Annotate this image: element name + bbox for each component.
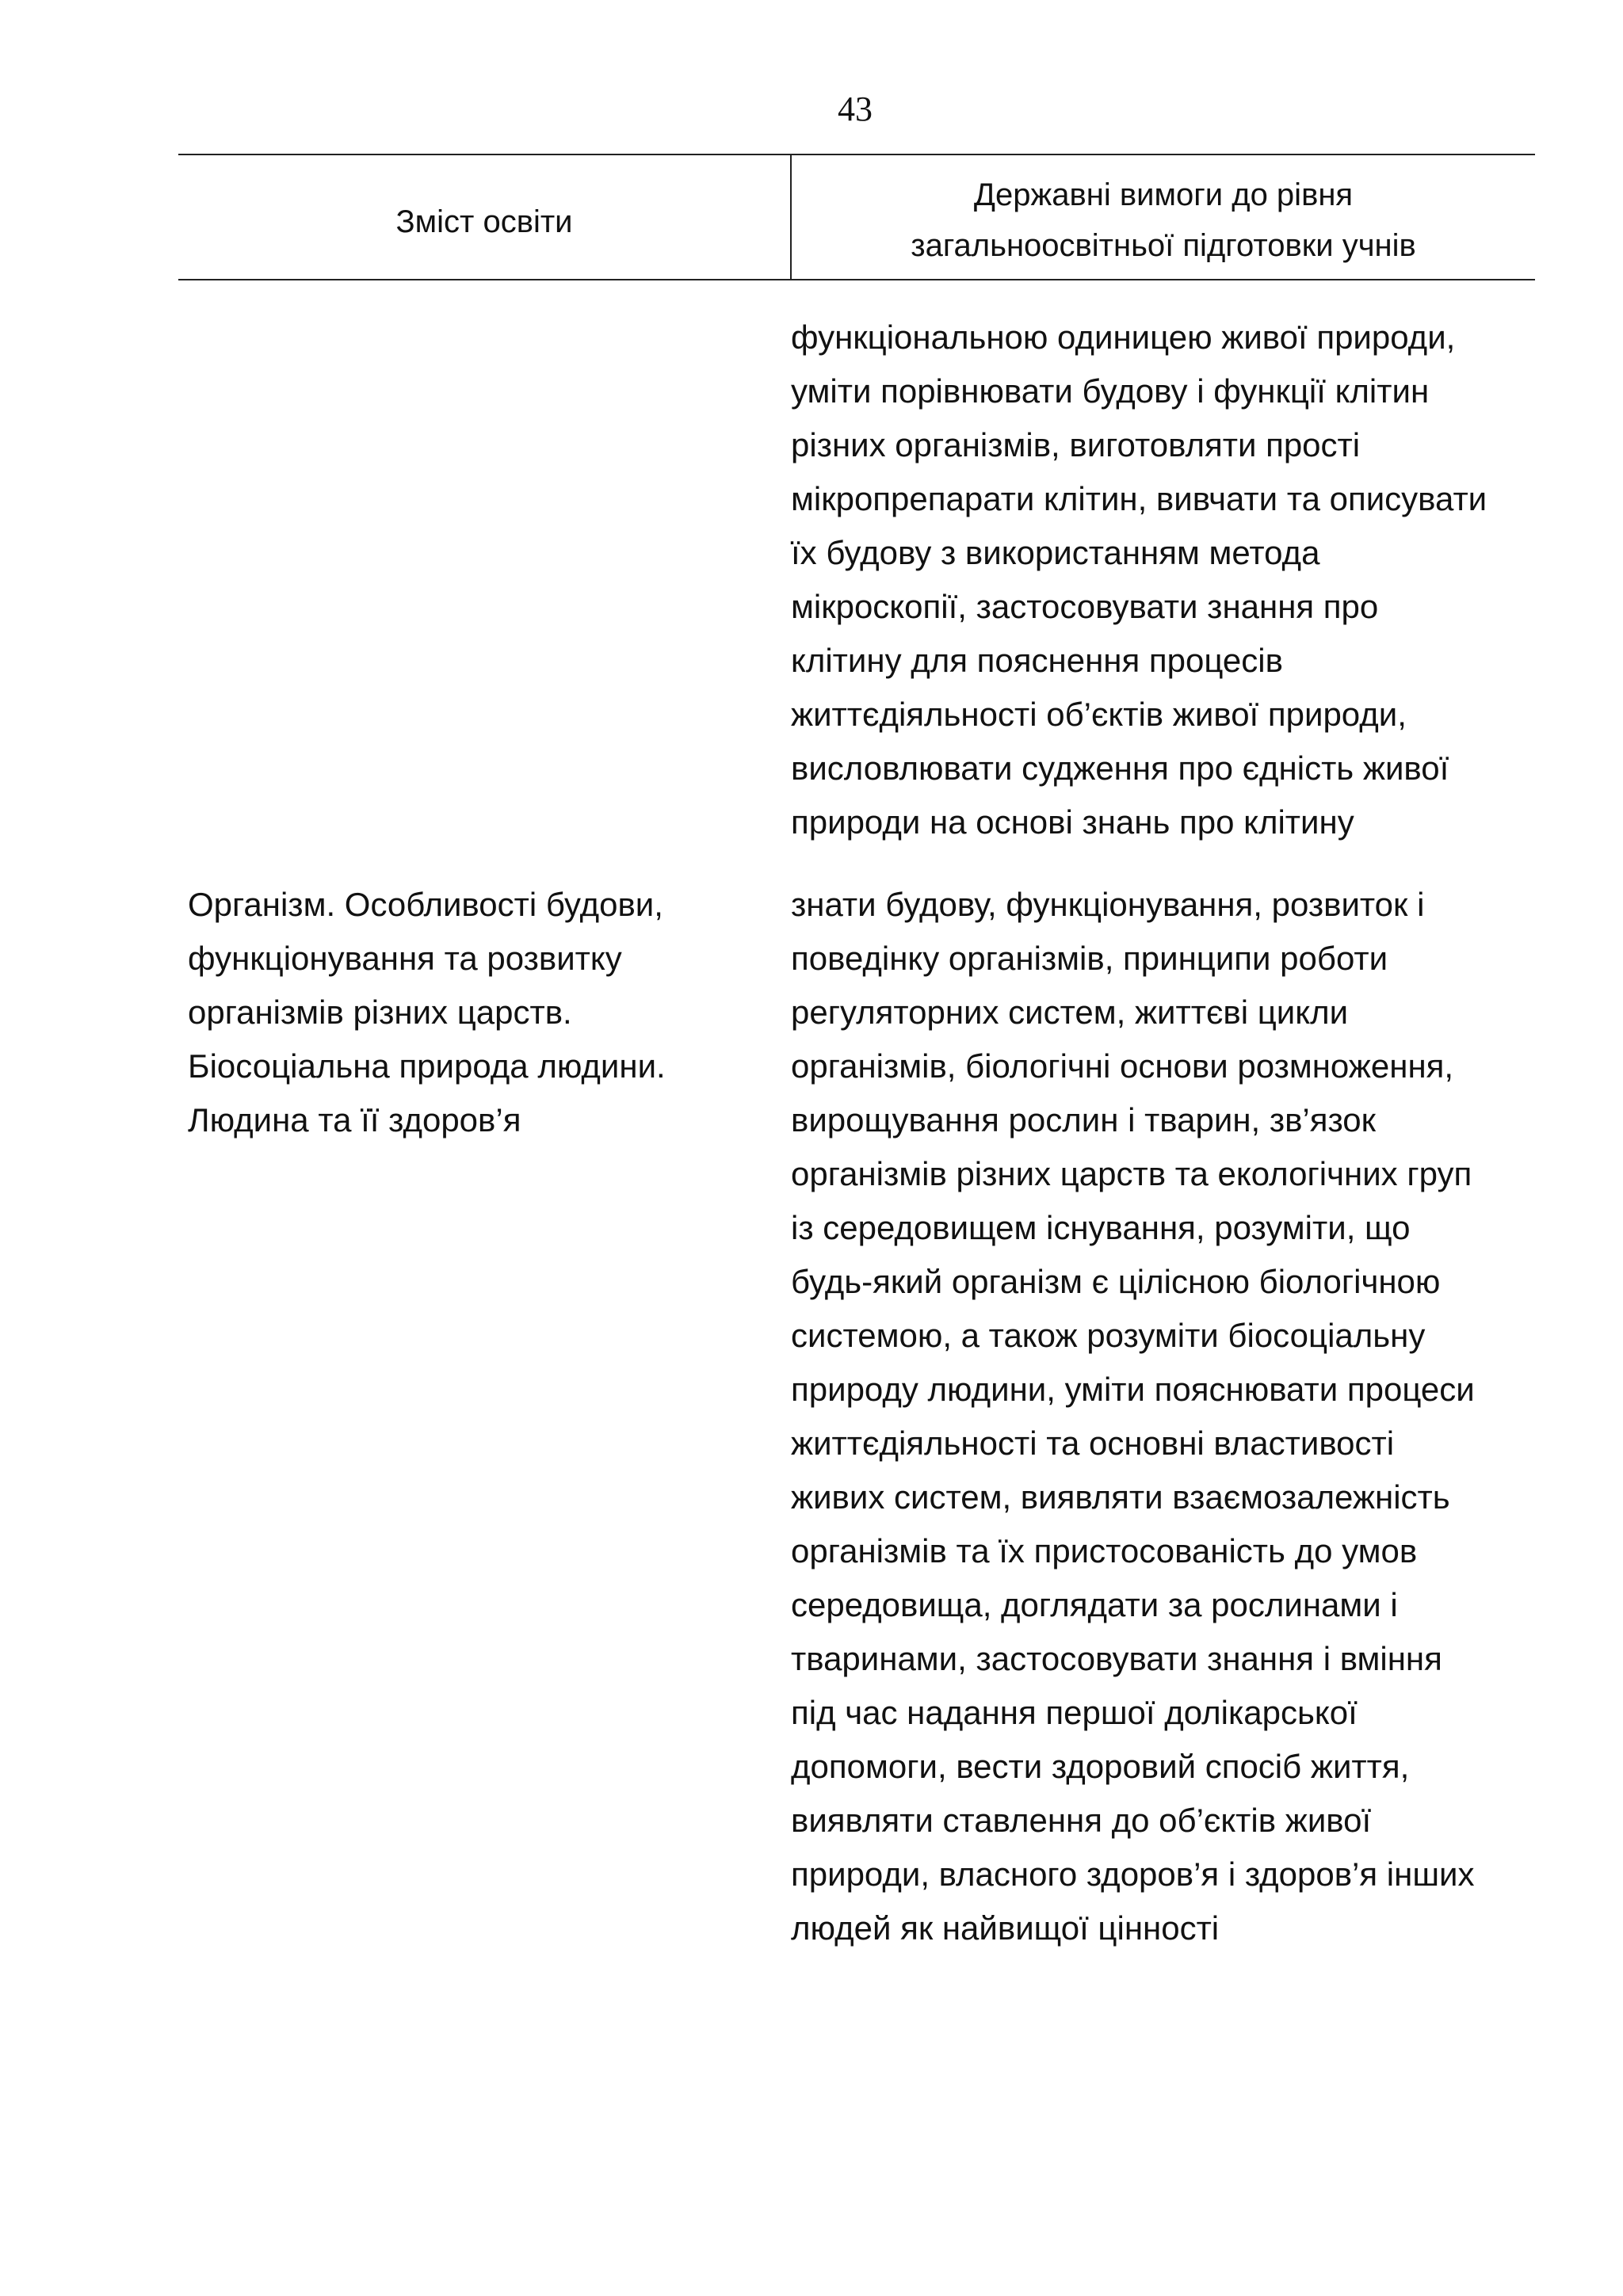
row-1-requirements [791, 311, 1487, 849]
header-right-line: загальноосвітньої підготовки учнів [911, 228, 1416, 263]
text-line: під час надання першої долікарської [791, 1694, 1358, 1731]
page-number: 43 [838, 90, 873, 128]
text-line: організмів та їх пристосованість до умов [791, 1532, 1418, 1569]
text-line: виявляти ставлення до об’єктів живої [791, 1802, 1372, 1839]
text-line: уміти порівнювати будову і функції клітин [791, 372, 1430, 410]
text-line: різних організмів, виготовляти прості [791, 426, 1361, 463]
text-line: природу людини, уміти пояснювати процеси [791, 1371, 1475, 1408]
text-line: мікроскопії, застосовувати знання про [791, 588, 1379, 625]
text-line: висловлювати судження про єдність живої [791, 749, 1449, 787]
row-2-requirements [791, 878, 1475, 1955]
text-line: системою, а також розуміти біосоціальну [791, 1317, 1426, 1354]
text-line: організмів різних царств та екологічних груп [791, 1155, 1472, 1192]
text-line: природи на основі знань про клітину [791, 803, 1354, 841]
text-line: допомоги, вести здоровий спосіб життя, [791, 1748, 1410, 1785]
text-line: функціональною одиницею живої природи, [791, 318, 1456, 356]
header-bottom-rule [178, 279, 1535, 280]
text-line: поведінку організмів, принципи роботи [791, 940, 1388, 977]
text-line: життєдіяльності об’єктів живої природи, [791, 696, 1407, 733]
text-line: організмів різних царств. [188, 994, 572, 1031]
text-line: будь-який організм є цілісною біологічною [791, 1263, 1441, 1300]
text-line: Організм. Особливості будови, [188, 886, 663, 923]
row-2-content [188, 878, 666, 1147]
text-line: організмів, біологічні основи розмноження, [791, 1047, 1454, 1085]
text-line: вирощування рослин і тварин, зв’язок [791, 1101, 1377, 1138]
header-left-label: Зміст освіти [395, 204, 573, 239]
text-line: природи, власного здоров’я і здоров’я інших [791, 1855, 1475, 1893]
text-line: регуляторних систем, життєві цикли [791, 994, 1349, 1031]
text-line: живих систем, виявляти взаємозалежність [791, 1478, 1450, 1516]
text-line: клітину для пояснення процесів [791, 642, 1283, 679]
text-line: життєдіяльності та основні властивості [791, 1425, 1395, 1462]
text-line: їх будову з використанням метода [791, 534, 1320, 571]
text-line: знати будову, функціонування, розвиток і [791, 886, 1425, 923]
text-line: Біосоціальна природа людини. [188, 1047, 666, 1085]
header-right-line: Державні вимоги до рівня [973, 177, 1354, 212]
text-line: тваринами, застосовувати знання і вміння [791, 1640, 1442, 1677]
header-state-requirements [792, 154, 1535, 279]
text-line: мікропрепарати клітин, вивчати та описувати [791, 480, 1487, 517]
text-line: функціонування та розвитку [188, 940, 622, 977]
text-line: середовища, доглядати за рослинами і [791, 1586, 1398, 1623]
header-content-of-education [178, 154, 790, 279]
text-line: із середовищем існування, розуміти, що [791, 1209, 1411, 1246]
text-line: Людина та її здоров’я [188, 1101, 521, 1138]
text-line: людей як найвищої цінності [791, 1909, 1220, 1947]
